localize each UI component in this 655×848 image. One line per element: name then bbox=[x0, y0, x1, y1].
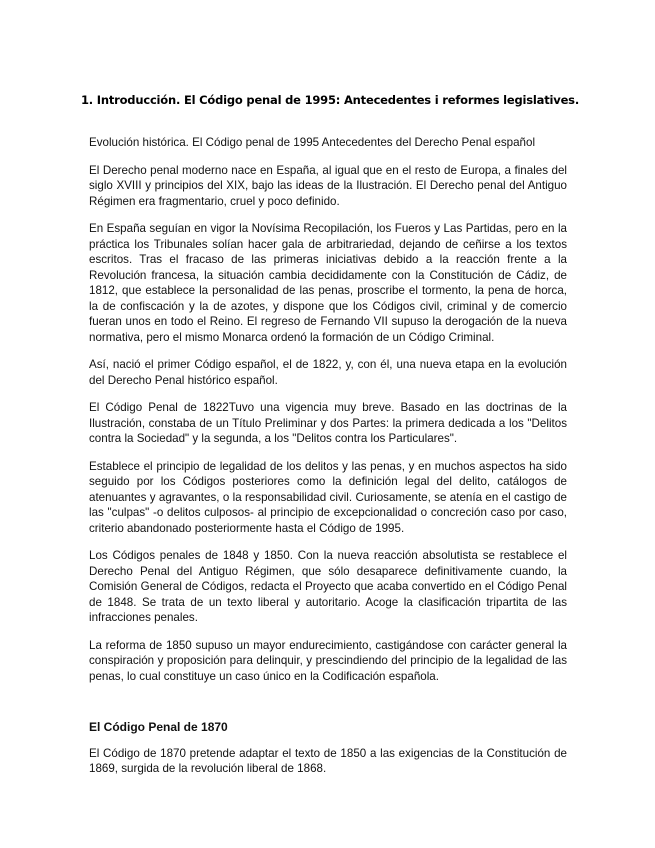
paragraph-code-1822: El Código Penal de 1822Tuvo una vigencia muy breve. Basado en las doctrinas de la Ilustración, constaba de un Título Preliminar y dos Partes: la primera dedicada a los "Delitos contra la Sociedad" y la segunda, a los "Delitos contra los Particulares". bbox=[89, 401, 567, 445]
paragraph-reform-1850: La reforma de 1850 supuso un mayor endurecimiento, castigándose con carácter general la conspiración y proposición para delinquir, y prescindiendo del principio de la legalidad de las penas, lo cual constituye un caso único en la Codificación española. bbox=[89, 638, 567, 683]
paragraph-legality: Establece el principio de legalidad de los delitos y las penas, y en muchos aspectos ha sido seguido por los Códigos posteriores como la definición legal del delito, catálogos de atenuantes y agravantes, o la responsabilidad civil. Curiosamente, se atenía en el castigo de las "culpas" -o delitos culposos- al principio de excepcionalidad o concreción caso por caso, criterio abandonado posteriormente hasta el Código de 1995. bbox=[89, 459, 567, 535]
document-body bbox=[89, 135, 567, 789]
paragraph-code-1870: El Código de 1870 pretende adaptar el texto de 1850 a las exigencias de la Constitución de 1869, surgida de la revolución liberal de 1868. bbox=[89, 746, 567, 775]
intro-line: Evolución histórica. El Código penal de 1995 Antecedentes del Derecho Penal español bbox=[89, 136, 536, 149]
document-title: 1. Introducción. El Código penal de 1995: Antecedentes i reformes legislatives. bbox=[81, 93, 579, 107]
paragraph-first-code: Así, nació el primer Código español, el de 1822, y, con él, una nueva etapa en la evolución del Derecho Penal histórico español. bbox=[89, 358, 567, 387]
paragraph-cadiz: En España seguían en vigor la Novísima Recopilación, los Fueros y Las Partidas, pero en la práctica los Tribunales solían hacer gala de arbitrariedad, dejando de ceñirse a los textos escritos. Tras el fracaso de las primeras iniciativas debido a la reacción frente a la Revolución francesa, la situación cambia decididamente con la Constitución de Cádiz, de 1812, que establece la personalidad de las penas, proscribe el tormento, la pena de horca, la de confiscación y la de azotes, y dispone que los Códigos civil, criminal y de comercio fueran unos en todo el Reino. El regreso de Fernando VII supuso la derogación de la nueva normativa, pero el mismo Monarca ordenó la formación de un Código Criminal. bbox=[89, 222, 567, 344]
section-heading: El Código Penal de 1870 bbox=[89, 720, 228, 734]
paragraph-origins: El Derecho penal moderno nace en España, al igual que en el resto de Europa, a finales del siglo XVIII y principios del XIX, bajo las ideas de la Ilustración. El Derecho penal del Antiguo Régimen era fragmentario, cruel y poco definido. bbox=[89, 163, 567, 208]
paragraph-codes-1848-1850: Los Códigos penales de 1848 y 1850. Con la nueva reacción absolutista se restablece el Derecho Penal del Antiguo Régimen, que sólo desaparece definitivamente cuando, la Comisión General de Códigos, redacta el Proyecto que acaba convertido en el Código Penal de 1848. Se trata de un texto liberal y autoritario. Acoge la clasificación tripartita de las infracciones penales. bbox=[89, 549, 567, 624]
